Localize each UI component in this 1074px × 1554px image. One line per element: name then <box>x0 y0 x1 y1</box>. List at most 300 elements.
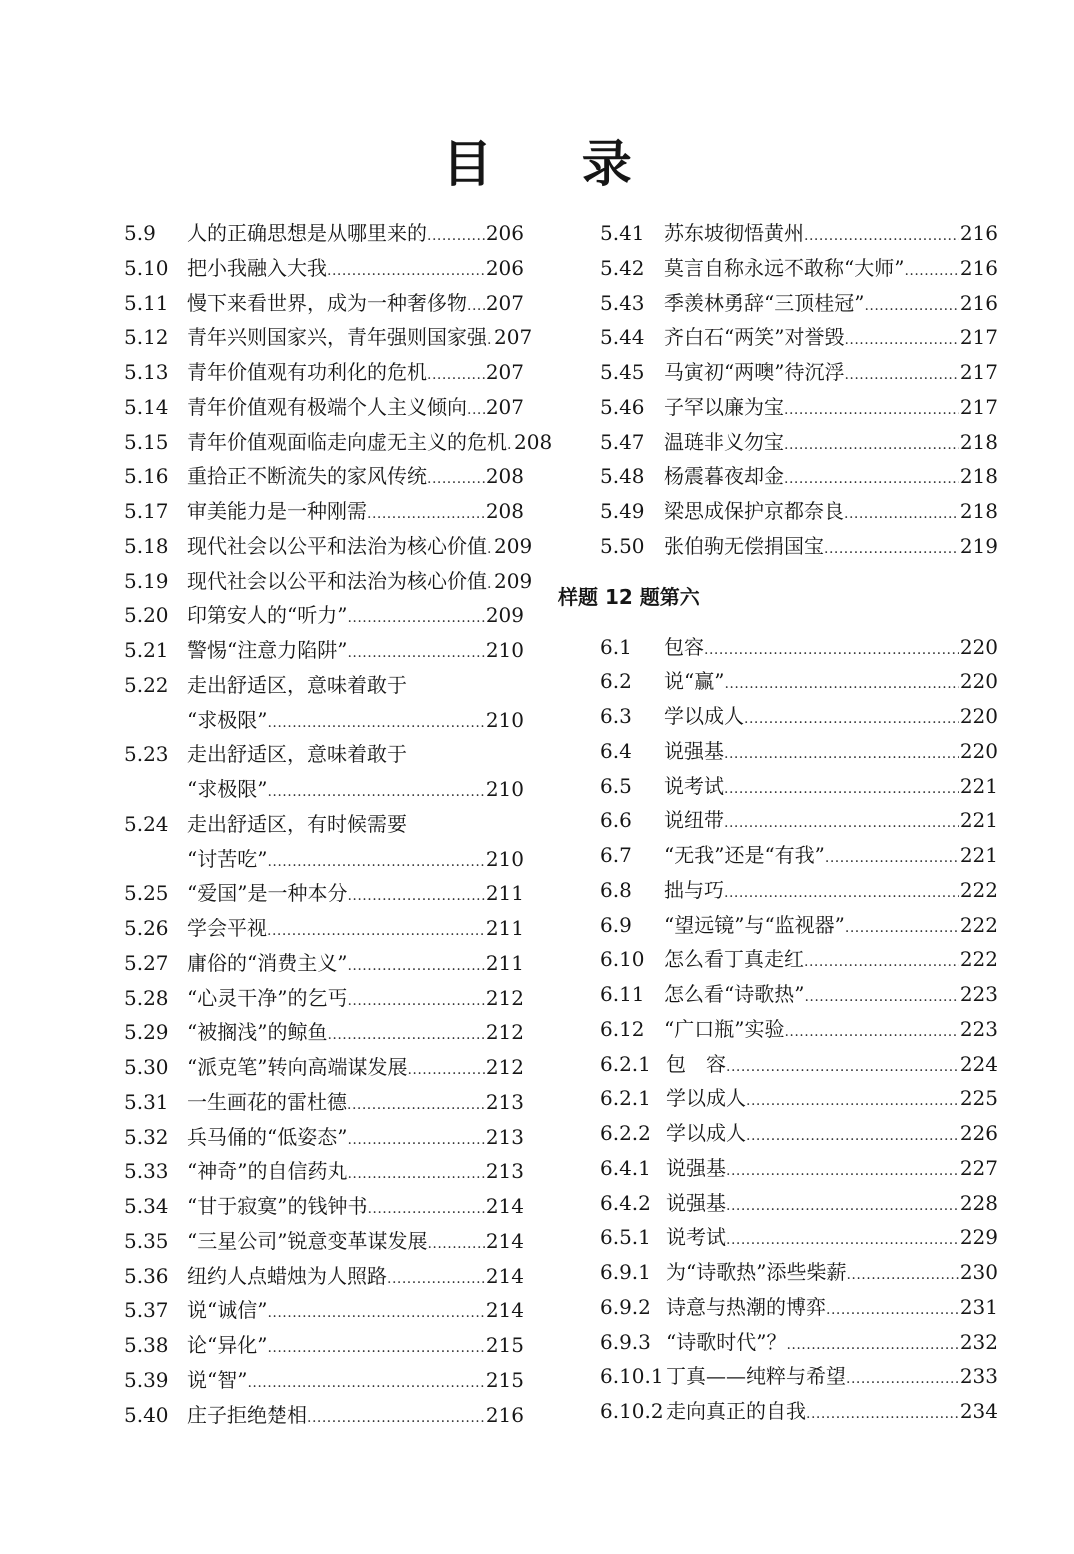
entry-title: 重拾正不断流失的家风传统 <box>187 464 427 489</box>
entry-number: 6.5.1 <box>600 1225 651 1250</box>
toc-right-column <box>558 216 998 1429</box>
entry-title: 青年兴则国家兴，青年强则国家强 <box>187 325 487 350</box>
toc-entry <box>600 1394 998 1429</box>
entry-page: 209 <box>494 533 533 558</box>
entry-title: “派克笔”转向高端谋发展 <box>187 1055 408 1079</box>
entry-title: 走向真正的自我 <box>666 1399 806 1423</box>
dot-leader <box>327 254 485 289</box>
section-heading: 样题 12 题第六 <box>558 584 700 609</box>
dot-leader <box>784 428 959 463</box>
entry-title: 现代社会以公平和法治为核心价值 <box>187 568 487 593</box>
entry-number: 5.43 <box>600 290 645 315</box>
entry-title: 印第安人的“听力” <box>187 603 348 628</box>
entry-title-continued: “求极限” <box>187 777 268 801</box>
toc-entry <box>600 355 998 390</box>
entry-page: 210 <box>485 707 524 732</box>
toc-entry <box>600 286 998 321</box>
dot-leader <box>427 1227 484 1262</box>
entry-number: 6.10.1 <box>600 1364 664 1389</box>
toc-entry <box>124 320 533 355</box>
entry-number: 5.22 <box>124 672 169 697</box>
entry-page: 208 <box>485 499 524 523</box>
entry-number: 5.42 <box>600 255 645 280</box>
toc-entry <box>124 529 533 564</box>
entry-number: 6.8 <box>600 877 632 902</box>
entry-title: 怎么看“诗歌热” <box>664 982 805 1006</box>
entry-title: 说“智” <box>187 1367 248 1392</box>
toc-entry <box>124 598 524 633</box>
toc-entry <box>124 1189 524 1224</box>
entry-page: 208 <box>514 429 553 454</box>
entry-page: 220 <box>959 738 998 763</box>
dot-leader <box>744 702 959 737</box>
toc-entry <box>600 942 998 977</box>
entry-page: 207 <box>485 394 524 419</box>
dot-leader <box>726 1223 959 1258</box>
entry-page: 206 <box>485 221 524 245</box>
toc-entry <box>600 320 998 355</box>
dot-leader <box>427 219 485 254</box>
entry-number: 6.4.2 <box>600 1190 651 1215</box>
entry-page: 214 <box>485 1298 524 1323</box>
entry-title: 论“异化” <box>187 1333 268 1357</box>
entry-title: 庸俗的“消费主义” <box>187 950 348 975</box>
entry-number: 6.9 <box>600 912 632 937</box>
toc-entry <box>600 664 998 699</box>
entry-page: 224 <box>959 1051 998 1076</box>
toc-entry <box>124 911 524 946</box>
toc-entry <box>600 1359 998 1394</box>
dot-leader <box>704 633 959 668</box>
entry-number: 6.9.1 <box>600 1260 651 1284</box>
entry-title-continued: “讨苦吃” <box>187 846 268 871</box>
toc-entry <box>124 668 524 703</box>
toc-entry <box>600 251 998 286</box>
entry-page: 221 <box>959 808 998 833</box>
entry-number: 5.46 <box>600 394 645 419</box>
toc-entry <box>124 1328 524 1363</box>
dot-leader <box>904 254 958 289</box>
entry-page: 207 <box>485 360 524 384</box>
dot-leader <box>726 1154 959 1189</box>
entry-title: 梁思成保护京都奈良 <box>664 499 844 523</box>
entry-number: 6.4.1 <box>600 1155 651 1180</box>
entry-title: 说强基 <box>666 1190 726 1215</box>
entry-page: 210 <box>485 638 524 662</box>
toc-entry <box>124 1050 524 1085</box>
entry-page: 212 <box>485 1055 524 1079</box>
entry-number: 6.4 <box>600 738 632 763</box>
dot-leader <box>724 667 958 702</box>
toc-entry <box>600 1290 998 1325</box>
toc-entry <box>124 946 524 981</box>
entry-title: 审美能力是一种刚需 <box>187 499 367 523</box>
entry-number: 5.15 <box>124 429 169 454</box>
entry-page: 207 <box>494 325 533 350</box>
dot-leader <box>467 393 485 428</box>
entry-title: “心灵干净”的乞丐 <box>187 985 348 1010</box>
entry-number: 5.34 <box>124 1194 169 1218</box>
dot-leader <box>724 876 959 911</box>
toc-entry <box>124 251 524 286</box>
entry-number: 5.40 <box>124 1402 169 1427</box>
toc-entry <box>124 286 524 321</box>
entry-title: “诗歌时代”？ <box>666 1329 787 1354</box>
toc-entry <box>124 1015 524 1050</box>
dot-leader <box>724 772 959 807</box>
entry-title: 季羡林勇辞“三顶桂冠” <box>664 290 865 315</box>
entry-page: 217 <box>959 394 998 419</box>
toc-entry <box>600 1047 998 1082</box>
dot-leader <box>726 1050 959 1085</box>
toc-entry <box>600 494 998 529</box>
entry-page: 223 <box>959 1016 998 1041</box>
entry-title: 说考试 <box>666 1225 726 1250</box>
toc-entry <box>124 1259 524 1294</box>
entry-number: 5.24 <box>124 811 169 836</box>
toc-entry <box>124 216 524 251</box>
entry-number: 5.26 <box>124 916 169 940</box>
toc-entry <box>600 1220 998 1255</box>
entry-page: 214 <box>485 1228 524 1253</box>
toc-entry <box>124 1120 524 1155</box>
entry-title: 拙与巧 <box>664 877 724 902</box>
entry-number: 5.31 <box>124 1089 169 1114</box>
entry-page: 212 <box>485 1020 524 1045</box>
entry-number: 5.50 <box>600 533 645 558</box>
page-title: 目 录 <box>442 135 668 193</box>
entry-number: 5.32 <box>124 1124 169 1149</box>
entry-number: 5.19 <box>124 568 169 593</box>
entry-title: “望远镜”与“监视器” <box>664 912 845 937</box>
dot-leader <box>825 841 959 876</box>
entry-title: 纽约人点蜡烛为人照路 <box>187 1263 387 1288</box>
entry-title: 走出舒适区，意味着敢于 <box>187 672 407 697</box>
entry-number: 5.17 <box>124 499 169 523</box>
entry-title: 苏东坡彻悟黄州 <box>664 221 804 245</box>
entry-number: 6.7 <box>600 843 632 867</box>
dot-leader <box>724 806 959 841</box>
dot-leader <box>784 462 959 497</box>
entry-page: 209 <box>494 568 533 593</box>
toc-entry <box>124 981 524 1016</box>
toc-entry <box>600 459 998 494</box>
entry-number: 5.39 <box>124 1367 169 1392</box>
entry-page: 232 <box>959 1329 998 1354</box>
entry-title: 说“赢” <box>664 669 725 694</box>
entry-page: 226 <box>959 1121 998 1145</box>
entry-title: 丁真——纯粹与希望 <box>666 1364 846 1389</box>
entry-number: 5.10 <box>124 255 169 280</box>
toc-entry <box>600 699 998 734</box>
entry-title: “广口瓶”实验 <box>664 1016 785 1041</box>
entry-page: 207 <box>485 290 524 315</box>
dot-leader <box>347 879 484 914</box>
entry-number: 6.2.2 <box>600 1121 651 1145</box>
dot-leader <box>746 1119 959 1154</box>
entry-page: 213 <box>485 1089 524 1114</box>
dot-leader <box>267 914 485 949</box>
entry-page: 214 <box>485 1194 524 1218</box>
entry-title: 说考试 <box>664 773 724 798</box>
entry-title: 杨震暮夜却金 <box>664 464 784 489</box>
entry-page: 221 <box>959 773 998 798</box>
entry-title: 学以成人 <box>664 704 744 728</box>
entry-page: 234 <box>959 1399 998 1423</box>
entry-page: 217 <box>959 325 998 350</box>
toc-entry <box>600 425 998 460</box>
toc-entry <box>600 1116 998 1151</box>
entry-page: 216 <box>959 255 998 280</box>
entry-title: 庄子拒绝楚相 <box>187 1402 307 1427</box>
toc-entry <box>124 564 533 599</box>
dot-leader <box>267 775 484 810</box>
dot-leader <box>347 984 484 1019</box>
entry-title: 走出舒适区，意味着敢于 <box>187 742 407 767</box>
dot-leader <box>844 358 958 393</box>
entry-number: 6.3 <box>600 704 632 728</box>
dot-leader <box>844 497 959 532</box>
dot-leader <box>846 1258 958 1293</box>
toc-entry <box>600 734 998 769</box>
entry-title: 说强基 <box>666 1155 726 1180</box>
toc-entry <box>600 1081 998 1116</box>
entry-page: 218 <box>959 464 998 489</box>
entry-page: 225 <box>959 1086 998 1111</box>
entry-number: 5.16 <box>124 464 169 489</box>
entry-number: 5.12 <box>124 325 169 350</box>
toc-entry <box>124 1085 524 1120</box>
dot-leader <box>467 289 485 324</box>
entry-page: 221 <box>959 843 998 867</box>
toc-entry <box>600 1255 998 1290</box>
entry-number: 5.14 <box>124 394 169 419</box>
toc-entry <box>600 630 998 665</box>
dot-leader <box>327 1018 484 1053</box>
entry-page: 218 <box>959 429 998 454</box>
entry-page: 228 <box>959 1190 998 1215</box>
entry-title: 学以成人 <box>666 1121 746 1145</box>
dot-leader <box>826 1293 959 1328</box>
entry-number: 5.28 <box>124 985 169 1010</box>
entry-page: 217 <box>959 360 998 384</box>
entry-number: 6.10.2 <box>600 1399 664 1423</box>
entry-title: “甘于寂寞”的钱钟书 <box>187 1194 368 1218</box>
dot-leader <box>845 911 959 946</box>
toc-entry <box>124 633 524 668</box>
entry-title: 马寅初“两噢”待沉浮 <box>664 360 845 384</box>
entry-page: 211 <box>485 916 524 940</box>
entry-number: 6.11 <box>600 982 645 1006</box>
entry-number: 6.6 <box>600 808 632 833</box>
toc-entry <box>124 390 524 425</box>
entry-page: 216 <box>959 221 998 245</box>
toc-entry <box>600 1186 998 1221</box>
toc-entries-top <box>558 216 998 564</box>
entry-number: 6.9.2 <box>600 1294 651 1319</box>
toc-entry <box>124 807 524 842</box>
entry-number: 6.2 <box>600 669 632 694</box>
entry-number: 5.45 <box>600 360 645 384</box>
dot-leader <box>347 1123 484 1158</box>
entry-number: 5.23 <box>124 742 169 767</box>
entry-number: 6.2.1 <box>600 1086 651 1111</box>
dot-leader <box>267 706 484 741</box>
entry-page: 222 <box>959 877 998 902</box>
entry-page: 230 <box>959 1260 998 1284</box>
entry-number: 5.29 <box>124 1020 169 1045</box>
toc-left-column <box>124 216 553 1432</box>
dot-leader <box>784 1015 958 1050</box>
entry-page: 222 <box>959 947 998 972</box>
entry-page: 212 <box>485 985 524 1010</box>
toc-entry <box>124 494 524 529</box>
toc-entry <box>124 1154 524 1189</box>
dot-leader <box>724 737 959 772</box>
dot-leader <box>864 289 958 324</box>
entry-page: 215 <box>485 1333 524 1357</box>
entry-number: 6.12 <box>600 1016 645 1041</box>
entry-page: 213 <box>485 1159 524 1184</box>
dot-leader <box>347 949 484 984</box>
entry-number: 5.18 <box>124 533 169 558</box>
entry-page: 210 <box>485 846 524 871</box>
entry-number: 5.21 <box>124 638 169 662</box>
entry-title: 诗意与热潮的博弈 <box>666 1294 826 1319</box>
entry-number: 5.27 <box>124 950 169 975</box>
entry-page: 220 <box>959 704 998 728</box>
toc-entry <box>600 1325 998 1360</box>
entry-number: 5.35 <box>124 1228 169 1253</box>
toc-entry <box>124 459 524 494</box>
dot-leader <box>347 601 484 636</box>
entry-title: 一生画花的雷杜德 <box>187 1089 347 1114</box>
entry-title: 包 容 <box>666 1051 726 1076</box>
toc-entry <box>600 803 998 838</box>
toc-entry <box>600 390 998 425</box>
dot-leader <box>347 1157 484 1192</box>
entry-page: 206 <box>485 255 524 280</box>
entry-title: “爱国”是一种本分 <box>187 881 348 906</box>
entry-title: 学会平视 <box>187 916 267 940</box>
entry-title: 张伯驹无偿捐国宝 <box>664 533 824 558</box>
toc-entry <box>124 425 553 460</box>
entry-number: 5.41 <box>600 221 645 245</box>
toc-entry-continuation <box>124 772 524 807</box>
entry-number: 6.1 <box>600 634 632 659</box>
entry-title: 青年价值观面临走向虚无主义的危机 <box>187 429 507 454</box>
entry-number: 5.36 <box>124 1263 169 1288</box>
entry-title: 齐白石“两笑”对誉毁 <box>664 325 845 350</box>
entry-title: 慢下来看世界，成为一种奢侈物 <box>187 290 467 315</box>
toc-entry <box>600 838 998 873</box>
dot-leader <box>846 1362 959 1397</box>
dot-leader <box>824 532 959 567</box>
dot-leader <box>407 1053 484 1088</box>
entry-title: 把小我融入大我 <box>187 255 327 280</box>
entry-page: 218 <box>959 499 998 523</box>
toc-entry-continuation <box>124 703 524 738</box>
entry-title: “被搁浅”的鲸鱼 <box>187 1020 328 1045</box>
entry-title: 莫言自称永远不敢称“大师” <box>664 255 905 280</box>
toc-entry <box>600 1012 998 1047</box>
dot-leader <box>726 1189 959 1224</box>
dot-leader <box>804 980 958 1015</box>
entry-page: 210 <box>485 777 524 801</box>
entry-number: 5.47 <box>600 429 645 454</box>
toc-entry <box>124 876 524 911</box>
toc-entry <box>124 1224 524 1259</box>
toc-entry <box>124 1363 524 1398</box>
entry-page: 214 <box>485 1263 524 1288</box>
entry-page: 216 <box>959 290 998 315</box>
dot-leader <box>804 945 959 980</box>
dot-leader <box>367 497 485 532</box>
toc-entry <box>124 1293 524 1328</box>
entry-title: 温琏非义勿宝 <box>664 429 784 454</box>
entry-page: 219 <box>959 533 998 558</box>
dot-leader <box>267 1331 484 1366</box>
entry-title-continued: “求极限” <box>187 707 268 732</box>
entry-title: “神奇”的自信药丸 <box>187 1159 348 1184</box>
dot-leader <box>786 1328 958 1363</box>
entry-number: 6.9.3 <box>600 1329 651 1354</box>
toc-entry <box>124 1398 524 1433</box>
entry-title: 子罕以廉为宝 <box>664 394 784 419</box>
toc-entries-main <box>558 630 998 1047</box>
dot-leader <box>347 636 484 671</box>
dot-leader <box>307 1401 485 1436</box>
entry-number: 5.38 <box>124 1333 169 1357</box>
entry-title: 青年价值观有极端个人主义倾向 <box>187 394 467 419</box>
toc-entry <box>600 873 998 908</box>
entry-page: 220 <box>959 634 998 659</box>
entry-number: 5.11 <box>124 290 169 315</box>
toc-entry <box>600 769 998 804</box>
dot-leader <box>267 845 484 880</box>
toc-entry <box>124 355 524 390</box>
entry-title: 学以成人 <box>666 1086 746 1111</box>
entry-title: 兵马俑的“低姿态” <box>187 1124 348 1149</box>
entry-title: 人的正确思想是从哪里来的 <box>187 221 427 245</box>
entry-title: 现代社会以公平和法治为核心价值 <box>187 533 487 558</box>
entry-page: 211 <box>485 881 524 906</box>
dot-leader <box>806 1397 959 1432</box>
toc-entry <box>600 216 998 251</box>
entry-title: 说纽带 <box>664 808 724 833</box>
entry-number: 5.44 <box>600 325 645 350</box>
entry-number: 5.25 <box>124 881 169 906</box>
entry-page: 215 <box>485 1367 524 1392</box>
dot-leader <box>427 462 485 497</box>
entry-page: 223 <box>959 982 998 1006</box>
dot-leader <box>387 1262 485 1297</box>
toc-entry <box>600 977 998 1012</box>
entry-title: 说“诚信” <box>187 1298 268 1323</box>
entry-page: 211 <box>485 950 524 975</box>
entry-number: 5.49 <box>600 499 645 523</box>
entry-page: 229 <box>959 1225 998 1250</box>
dot-leader <box>746 1084 959 1119</box>
entry-number: 6.2.1 <box>600 1051 651 1076</box>
entry-title: 警惕“注意力陷阱” <box>187 638 348 662</box>
entry-page: 216 <box>485 1402 524 1427</box>
entry-number: 5.9 <box>124 221 156 245</box>
entry-page: 209 <box>485 603 524 628</box>
entry-title: 怎么看丁真走红 <box>664 947 804 972</box>
dot-leader <box>347 1088 485 1123</box>
entry-title: 走出舒适区，有时候需要 <box>187 811 407 836</box>
